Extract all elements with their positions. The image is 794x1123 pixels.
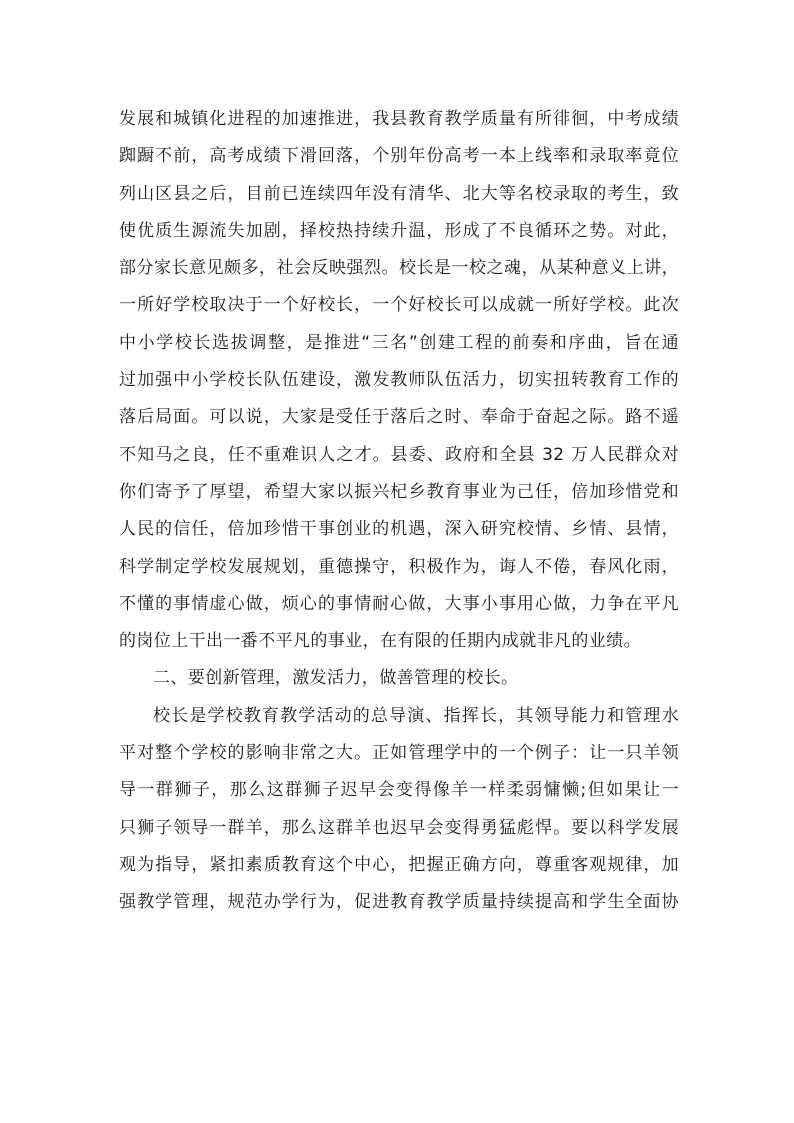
- text-line: 部分家长意见颇多，社会反映强烈。校长是一校之魂，从某种意义上讲，: [119, 258, 679, 279]
- text-line: 导一群狮子，那么这群狮子迟早会变得像羊一样柔弱慵懒;但如果让一: [119, 780, 679, 801]
- text-line: 过加强中小学校长队伍建设，激发教师队伍活力，切实扭转教育工作的: [119, 370, 679, 391]
- text-line: 强教学管理，规范办学行为，促进教育教学质量持续提高和学生全面协: [119, 892, 679, 913]
- text-line: 你们寄予了厚望，希望大家以振兴杞乡教育事业为己任，倍加珍惜党和: [119, 481, 679, 502]
- text-line: 只狮子领导一群羊，那么这群羊也迟早会变得勇猛彪悍。要以科学发展: [119, 817, 679, 838]
- text-line: 观为指导，紧扣素质教育这个中心，把握正确方向，尊重客观规律，加: [119, 854, 679, 875]
- text-line: 列山区县之后，目前已连续四年没有清华、北大等名校录取的考生，致: [119, 183, 679, 204]
- text-line: 落后局面。可以说，大家是受任于落后之时、奉命于奋起之际。路不遥: [119, 407, 679, 428]
- text-line: 中小学校长选拔调整，是推进“三名”创建工程的前奏和序曲，旨在通: [119, 332, 679, 353]
- text-line: 科学制定学校发展规划，重德操守，积极作为，诲人不倦，春风化雨，: [119, 556, 679, 577]
- text-line: 不知马之良，任不重难识人之才。县委、政府和全县 32 万人民群众对: [119, 444, 679, 465]
- text-line: 不懂的事情虚心做，烦心的事情耐心做，大事小事用心做，力争在平凡: [119, 593, 679, 614]
- paragraph-first-line: 校长是学校教育教学活动的总导演、指挥长，其领导能力和管理水: [153, 705, 679, 726]
- text-line: 一所好学校取决于一个好校长，一个好校长可以成就一所好学校。此次: [119, 295, 679, 316]
- text-line: 人民的信任，倍加珍惜干事创业的机遇，深入研究校情、乡情、县情，: [119, 519, 679, 540]
- body-text: [119, 101, 679, 922]
- text-line: 踟蹰不前，高考成绩下滑回落，个别年份高考一本上线率和录取率竟位: [119, 146, 679, 167]
- paragraph-last-line: 的岗位上干出一番不平凡的事业，在有限的任期内成就非凡的业绩。: [119, 631, 641, 652]
- section-heading: 二、要创新管理，激发活力，做善管理的校长。: [153, 668, 519, 689]
- text-line: 使优质生源流失加剧，择校热持续升温，形成了不良循环之势。对此，: [119, 220, 679, 241]
- text-line: 发展和城镇化进程的加速推进，我县教育教学质量有所徘徊，中考成绩: [119, 109, 679, 129]
- text-line: 平对整个学校的影响非常之大。正如管理学中的一个例子：让一只羊领: [119, 743, 679, 764]
